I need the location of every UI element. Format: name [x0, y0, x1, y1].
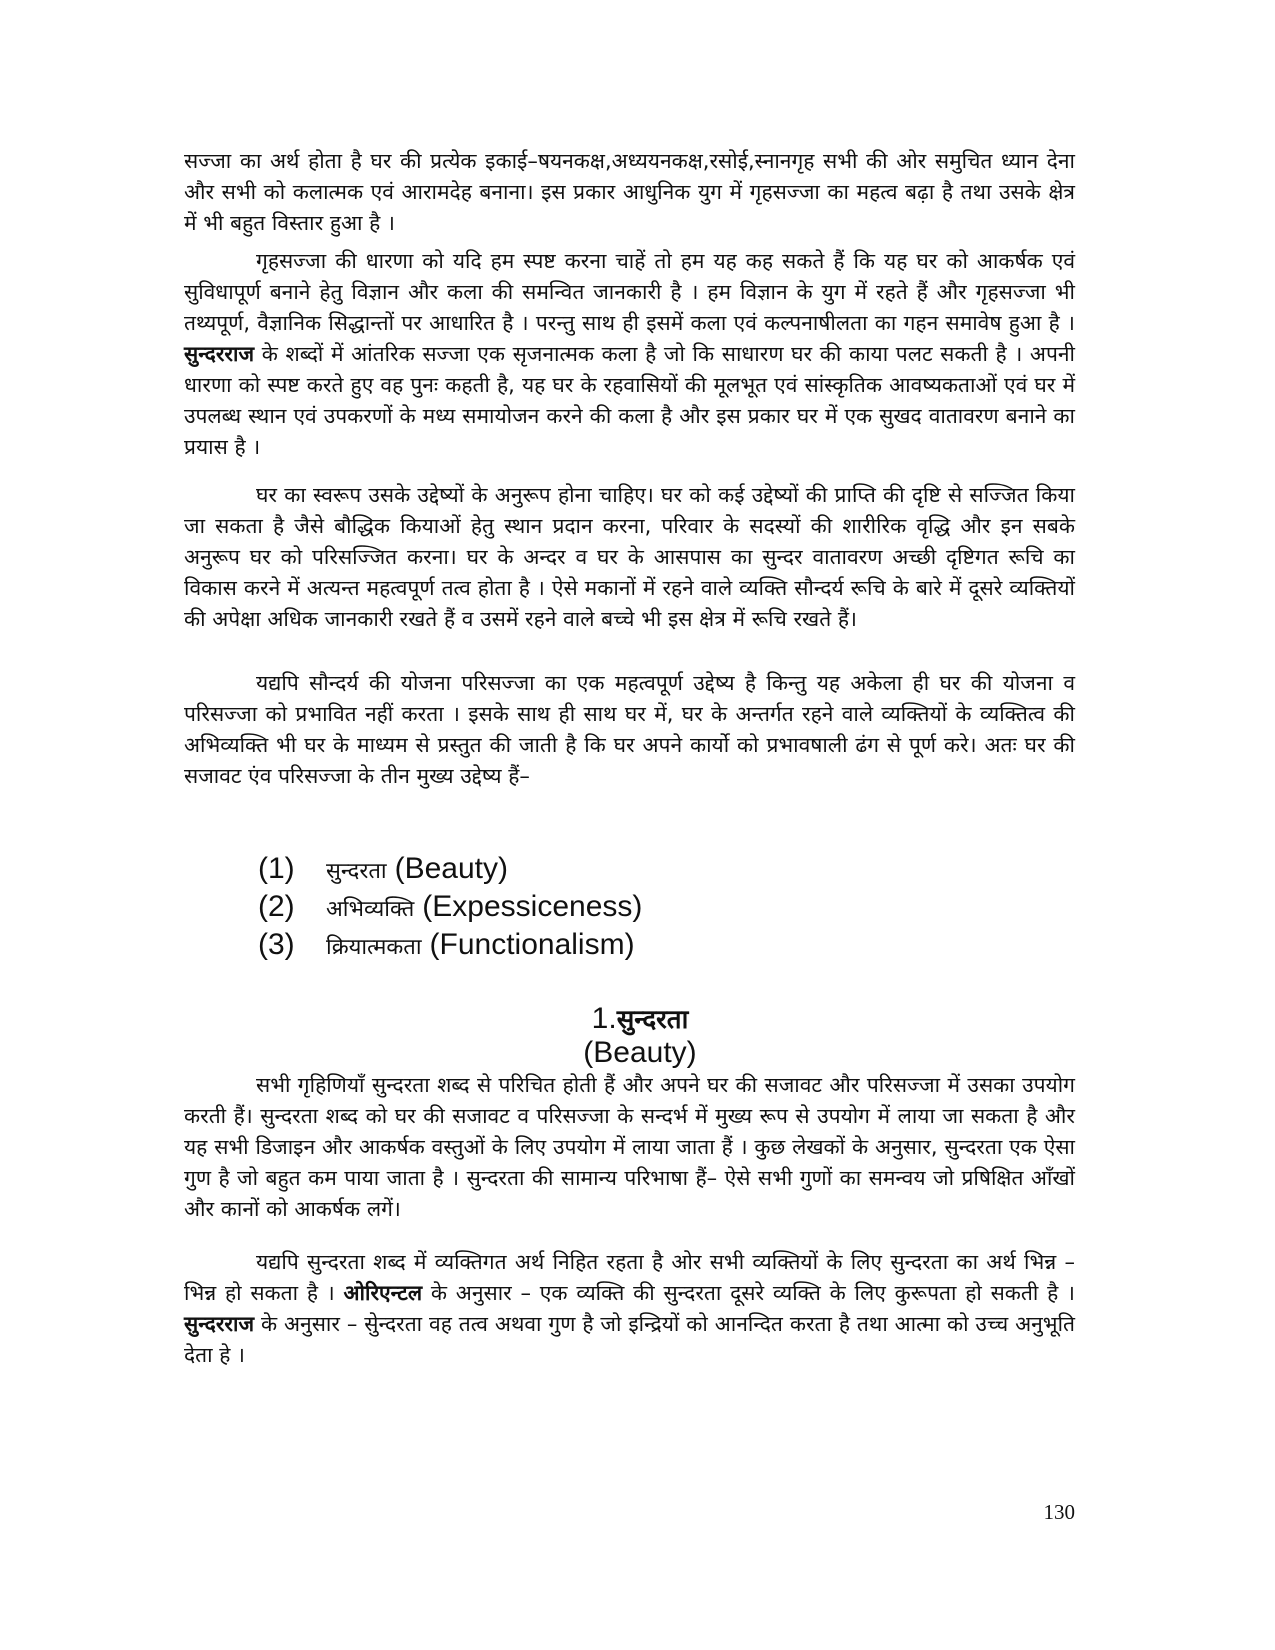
list-item: [258, 928, 958, 966]
list-item-english: (Expessiceness): [422, 890, 643, 923]
author-name-bold: ओरिएन्टल: [343, 1281, 423, 1305]
list-item: [258, 890, 958, 928]
section-title-hindi: सुन्दरता: [616, 1005, 689, 1035]
list-item-english: (Beauty): [394, 852, 508, 885]
page-number: 130: [1043, 1500, 1075, 1524]
section-number: 1.: [591, 1002, 617, 1035]
paragraph-text-part: के अनुसार – एक व्यक्ति की सुन्दरता दूसरे व्यक्ति के लिए कुरूपता हो सकती है ।: [430, 1281, 1075, 1305]
paragraph-intro: [184, 146, 1075, 239]
paragraph-text: घर का स्वरूप उसके उद्देष्यों के अनुरूप होना चाहिए। घर को कई उद्देष्यों की प्राप्ति की दृष्टि से सज्जित किया जा सकता है जैसे बौद्धिक कियाओं हेतु स्थान प्रदान करना, परिवार के सदस्यों की शारीरिक वृद्धि और इन सबके अनुरूप घर को परिसज्जित करना। घर के अन्दर व घर के आसपास का सुन्दर वातावरण अच्छी दृष्टिगत रूचि का विकास करने में अत्यन्त महत्वपूर्ण तत्व होता है । ऐसे मकानों में रहने वाले व्यक्ति सौन्दर्य रूचि के बारे में दूसरे व्यक्तियों की अपेक्षा अधिक जानकारी रखते हैं व उसमें रहने वाले बच्चे भी इस क्षेत्र में रूचि रखते हैं।: [184, 483, 1075, 631]
paragraph-definition: [184, 246, 1075, 463]
paragraph-beauty-definitions: [184, 1247, 1075, 1371]
paragraph-objectives-intro: [184, 668, 1075, 792]
section-heading: [540, 1000, 740, 1036]
list-item-number: (1): [258, 852, 295, 885]
paragraph-text-part: गृहसज्जा की धारणा को यदि हम स्पष्ट करना चाहें तो हम यह कह सकते हैं कि यह घर को आकर्षक एवं सुविधापूर्ण बनाने हेतु विज्ञान और कला की समन्वित जानकारी है । हम विज्ञान के युग में रहते हैं और गृहसज्जा भी तथ्यपूर्ण, वैज्ञानिक सिद्धान्तों पर आधारित है । परन्तु साथ ही इसमें कला एवं कल्पनाषीलता का गहन समावेष हुआ है ।: [184, 249, 1075, 335]
section-subheading: (Beauty): [583, 1036, 697, 1069]
list-item-number: (2): [258, 890, 295, 923]
list-item-hindi: क्रियात्मकता: [326, 935, 422, 960]
paragraph-beauty-intro: [184, 1070, 1075, 1225]
list-item-hindi: सुन्दरता: [326, 859, 387, 884]
list-item-hindi: अभिव्यक्ति: [326, 897, 415, 922]
list-item-number: (3): [258, 928, 295, 961]
author-name-bold: सुन्दरराज: [184, 342, 255, 366]
author-name-bold: सुन्दरराज: [184, 1312, 255, 1336]
paragraph-text: सज्जा का अर्थ होता है घर की प्रत्येक इकाई–षयनकक्ष,अध्ययनकक्ष,रसोई,स्नानगृह सभी की ओर समुचित ध्यान देना और सभी को कलात्मक एवं आरामदेह बनाना। इस प्रकार आधुनिक युग में गृहसज्जा का महत्व बढ़ा है तथा उसके क्षेत्र में भी बहुत विस्तार हुआ है ।: [184, 149, 1075, 235]
paragraph-text: [184, 246, 1075, 463]
paragraph-text: [184, 1247, 1075, 1371]
list-item-english: (Functionalism): [429, 928, 635, 961]
paragraph-text-part: के शब्दों में आंतरिक सज्जा एक सृजनात्मक कला है जो कि साधारण घर की काया पलट सकती है । अपनी धारणा को स्पष्ट करते हुए वह पुनः कहती है, यह घर के रहवासियों की मूलभूत एवं सांस्कृतिक आवष्यकताओं एवं घर में उपलब्ध स्थान एवं उपकरणों के मध्य समायोजन करने की कला है और इस प्रकार घर में एक सुखद वातावरण बनाने का प्रयास है ।: [184, 342, 1075, 459]
paragraph-text: सभी गृहिणियाँ सुन्दरता शब्द से परिचित होती हैं और अपने घर की सजावट और परिसज्जा में उसका उपयोग करती हैं। सुन्दरता शब्द को घर की सजावट व परिसज्जा के सन्दर्भ में मुख्य रूप से उपयोग में लाया जा सकता है और यह सभी डिजाइन और आकर्षक वस्तुओं के लिए उपयोग में लाया जाता हैं । कुछ लेखकों के अनुसार, सुन्दरता एक ऐसा गुण है जो बहुत कम पाया जाता है । सुन्दरता की सामान्य परिभाषा हैं– ऐसे सभी गुणों का समन्वय जो प्रषिक्षित आँखों और कानों को आकर्षक लगें।: [184, 1073, 1075, 1221]
paragraph-text-part: यद्यपि सुन्दरता शब्द में व्यक्तिगत अर्थ निहित रहता है ओर सभी व्यक्तियों के लिए सुन्दरता का अर्थ भिन्न – भिन्न हो सकता है ।: [184, 1250, 1075, 1305]
paragraph-purpose: [184, 480, 1075, 635]
paragraph-text-part: के अनुसार – सुेन्दरता वह तत्व अथवा गुण है जो इन्द्रियों को आनन्दित करता है तथा आत्मा को उच्च अनुभूति देता हे ।: [184, 1312, 1075, 1367]
paragraph-text: यद्यपि सौन्दर्य की योजना परिसज्जा का एक महत्वपूर्ण उद्देष्य है किन्तु यह अकेला ही घर की योजना व परिसज्जा को प्रभावित नहीं करता । इसके साथ ही साथ घर में, घर के अन्तर्गत रहने वाले व्यक्तियों के व्यक्तित्व की अभिव्यक्ति भी घर के माध्यम से प्रस्तुत की जाती है कि घर अपने कार्यो को प्रभावषाली ढंग से पूर्ण करे। अतः घर की सजावट एंव परिसज्जा के तीन मुख्य उद्देष्य हैं–: [184, 671, 1075, 788]
list-item: [258, 852, 958, 890]
objectives-list: [258, 852, 958, 966]
